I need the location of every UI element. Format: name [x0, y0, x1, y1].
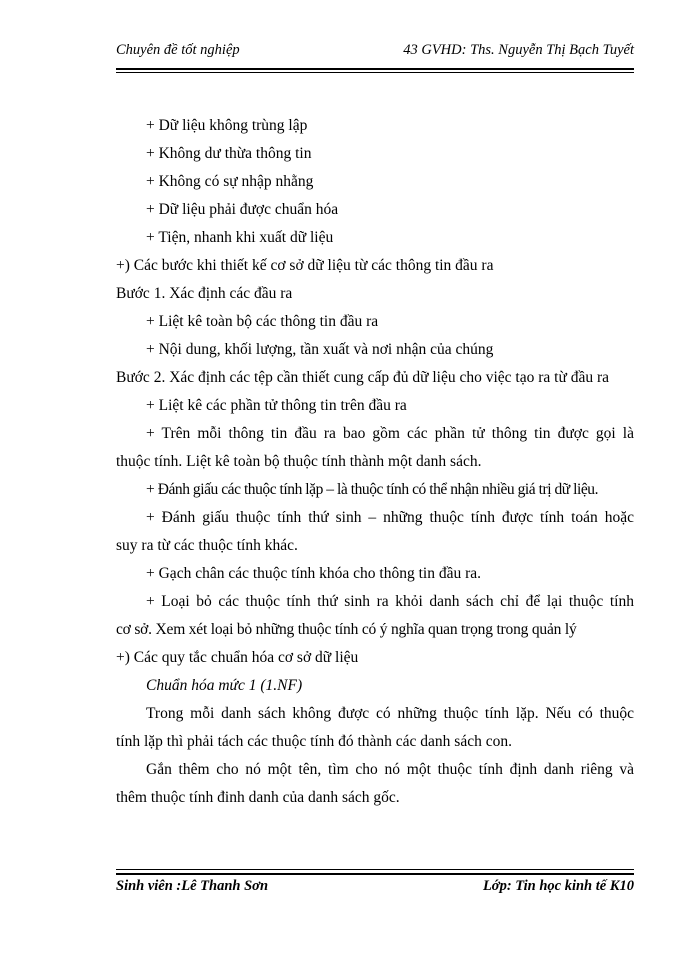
footer-rule-thin [116, 869, 634, 870]
page-footer [116, 878, 634, 900]
body-line: + Dữ liệu phải được chuẩn hóa [146, 201, 339, 218]
body-line: + Liệt kê toàn bộ các thông tin đầu ra [146, 313, 379, 330]
footer-rule-thick [116, 873, 634, 875]
body-line: + Liệt kê các phần tử thông tin trên đầu ra [146, 397, 407, 414]
body-line: + Tiện, nhanh khi xuất dữ liệu [146, 229, 334, 246]
footer-class: Lớp: Tin học kinh tế K10 [482, 878, 634, 894]
body-line: + Trên mỗi thông tin đầu ra bao gồm các phần tử thông tin được gọi là [146, 425, 634, 442]
page-body [116, 112, 634, 812]
body-line: Bước 1. Xác định các đầu ra [116, 285, 293, 302]
header-rule-thin [116, 72, 634, 73]
header-rule-thick [116, 68, 634, 70]
body-line: + Dữ liệu không trùng lập [146, 117, 308, 134]
body-line: + Loại bỏ các thuộc tính thứ sinh ra khỏi danh sách chỉ để lại thuộc tính [146, 593, 634, 610]
body-line: + Nội dung, khối lượng, tần xuất và nơi nhận của chúng [146, 341, 494, 358]
body-line: + Đánh giấu các thuộc tính lặp – là thuộc tính có thể nhận nhiều giá trị dữ liệu. [146, 481, 599, 498]
subsection-heading: Chuẩn hóa mức 1 (1.NF) [146, 677, 303, 694]
body-line: thêm thuộc tính đinh danh của danh sách gốc. [116, 789, 400, 806]
header-topic: Chuyên đề tốt nghiệp [116, 42, 240, 58]
body-line: Bước 2. Xác định các tệp cần thiết cung cấp đủ dữ liệu cho việc tạo ra từ đầu ra [116, 369, 610, 386]
body-line: thuộc tính. Liệt kê toàn bộ thuộc tính thành một danh sách. [116, 453, 482, 470]
body-line: + Không dư thừa thông tin [146, 145, 312, 162]
body-line: + Đánh giấu thuộc tính thứ sinh – những thuộc tính được tính toán hoặc [146, 509, 634, 526]
body-line: suy ra từ các thuộc tính khác. [116, 537, 298, 554]
body-line: cơ sở. Xem xét loại bỏ những thuộc tính có ý nghĩa quan trọng trong quản lý [116, 621, 577, 638]
footer-student: Sinh viên :Lê Thanh Sơn [116, 878, 269, 894]
body-line: + Không có sự nhập nhằng [146, 173, 314, 190]
page-header [116, 42, 634, 64]
section-heading: +) Các quy tắc chuẩn hóa cơ sở dữ liệu [116, 649, 359, 666]
body-line: + Gạch chân các thuộc tính khóa cho thông tin đầu ra. [146, 565, 481, 582]
body-line: +) Các bước khi thiết kế cơ sở dữ liệu từ các thông tin đầu ra [116, 257, 494, 274]
body-line: Trong mỗi danh sách không được có những thuộc tính lặp. Nếu có thuộc [146, 705, 634, 722]
body-line: Gắn thêm cho nó một tên, tìm cho nó một thuộc tính định danh riêng và [146, 761, 634, 778]
body-line: tính lặp thì phải tách các thuộc tính đó thành các danh sách con. [116, 733, 512, 750]
header-supervisor: 43 GVHD: Ths. Nguyễn Thị Bạch Tuyết [403, 42, 634, 58]
